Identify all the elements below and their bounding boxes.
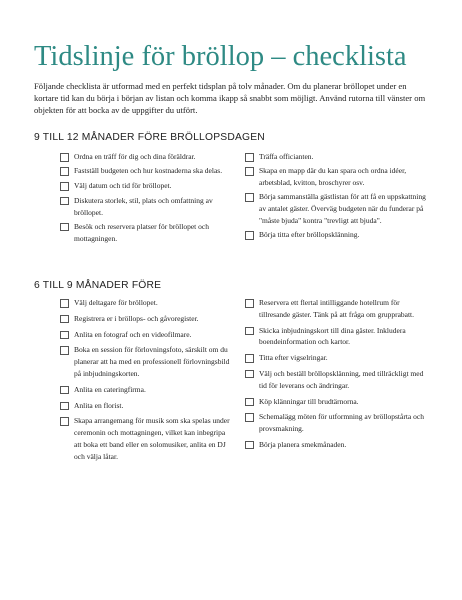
checklist-item: Skicka inbjudningskort till dina gäster. Inkludera boendeinformation och kartor.	[245, 325, 431, 349]
checkbox[interactable]	[60, 346, 69, 355]
checkbox[interactable]	[245, 327, 254, 336]
checklist-item: Börja titta efter bröllopsklänning.	[245, 229, 433, 241]
checklist-item: Besök och reservera platser för bröllopet och mottagningen.	[60, 221, 230, 245]
checkbox[interactable]	[60, 223, 69, 232]
checkbox[interactable]	[245, 231, 254, 240]
checklist-item: Ordna en träff för dig och dina föräldrar.	[60, 151, 230, 163]
section-heading-6-9: 6 TILL 9 MÅNADER FÖRE	[34, 280, 162, 291]
intro-paragraph: Följande checklista är utformad med en perfekt tidsplan på tolv månader. Om du planerar bröllopet under en kortare tid kan du börja i början av listan och komma ikapp så snabbt som möjligt. Använd rutorna till vänster om objekten för att bocka av de uppgifter du utfört.	[34, 81, 426, 116]
checklist-item: Välj deltagare för bröllopet.	[60, 297, 232, 309]
checklist-item: Anlita en florist.	[60, 400, 232, 412]
checklist-item: Börja planera smekmånaden.	[245, 439, 431, 451]
checklist-item: Skapa en mapp där du kan spara och ordna idéer, arbetsblad, kvitton, broschyrer osv.	[245, 165, 433, 189]
checkbox[interactable]	[60, 315, 69, 324]
checkbox[interactable]	[245, 193, 254, 202]
checkbox[interactable]	[60, 167, 69, 176]
checkbox[interactable]	[60, 197, 69, 206]
checklist-item: Börja sammanställa gästlistan för att få en uppskattning av antalet gäster. Överväg budgeten när du funderar på "måste bjuda" kontra "trevligt att bjuda".	[245, 191, 433, 226]
section-1-left-column	[60, 151, 230, 245]
section-1-right-column	[245, 151, 433, 241]
checkbox[interactable]	[245, 153, 254, 162]
checkbox[interactable]	[245, 370, 254, 379]
checkbox[interactable]	[245, 167, 254, 176]
checklist-item: Reservera ett flertal intilliggande hotellrum för tillresande gäster. Tänk på att fråga om grupprabatt.	[245, 297, 431, 321]
checkbox[interactable]	[60, 386, 69, 395]
checklist-item: Anlita en cateringfirma.	[60, 384, 232, 396]
checklist-item: Träffa officianten.	[245, 151, 433, 163]
section-heading-9-12: 9 TILL 12 MÅNADER FÖRE BRÖLLOPSDAGEN	[34, 132, 265, 143]
section-2-right-column	[245, 297, 431, 451]
checklist-item: Välj datum och tid för bröllopet.	[60, 180, 230, 192]
checkbox[interactable]	[60, 331, 69, 340]
checklist-item: Boka en session för förlovningsfoto, särskilt om du planerar att ha med en professionell förlovningsbild på inbjudningskorten.	[60, 344, 232, 379]
checkbox[interactable]	[245, 354, 254, 363]
checklist-item: Registrera er i bröllops- och gåvoregister.	[60, 313, 232, 325]
checkbox[interactable]	[60, 299, 69, 308]
checkbox[interactable]	[245, 299, 254, 308]
checklist-item: Anlita en fotograf och en videofilmare.	[60, 329, 232, 341]
checkbox[interactable]	[245, 441, 254, 450]
checkbox[interactable]	[245, 413, 254, 422]
section-2-left-column	[60, 297, 232, 463]
checklist-item: Välj och beställ bröllopsklänning, med tillräckligt med tid för leverans och ändringar.	[245, 368, 431, 392]
checkbox[interactable]	[60, 402, 69, 411]
page-title: Tidslinje för bröllop – checklista	[34, 41, 407, 72]
checklist-item: Skapa arrangemang för musik som ska spelas under ceremonin och mottagningen, vilket kan inbegripa att boka ett band eller en solomusiker, anlita en DJ och välja låtar.	[60, 415, 232, 462]
checklist-item: Diskutera storlek, stil, plats och omfattning av bröllopet.	[60, 195, 230, 219]
checkbox[interactable]	[60, 153, 69, 162]
checkbox[interactable]	[60, 182, 69, 191]
checkbox[interactable]	[60, 417, 69, 426]
checklist-item: Fastställ budgeten och hur kostnaderna ska delas.	[60, 165, 230, 177]
checklist-item: Köp klänningar till brudtärnorna.	[245, 396, 431, 408]
checklist-item: Schemalägg möten för utformning av bröllopstårta och provsmakning.	[245, 411, 431, 435]
checklist-item: Titta efter vigselringar.	[245, 352, 431, 364]
checkbox[interactable]	[245, 398, 254, 407]
